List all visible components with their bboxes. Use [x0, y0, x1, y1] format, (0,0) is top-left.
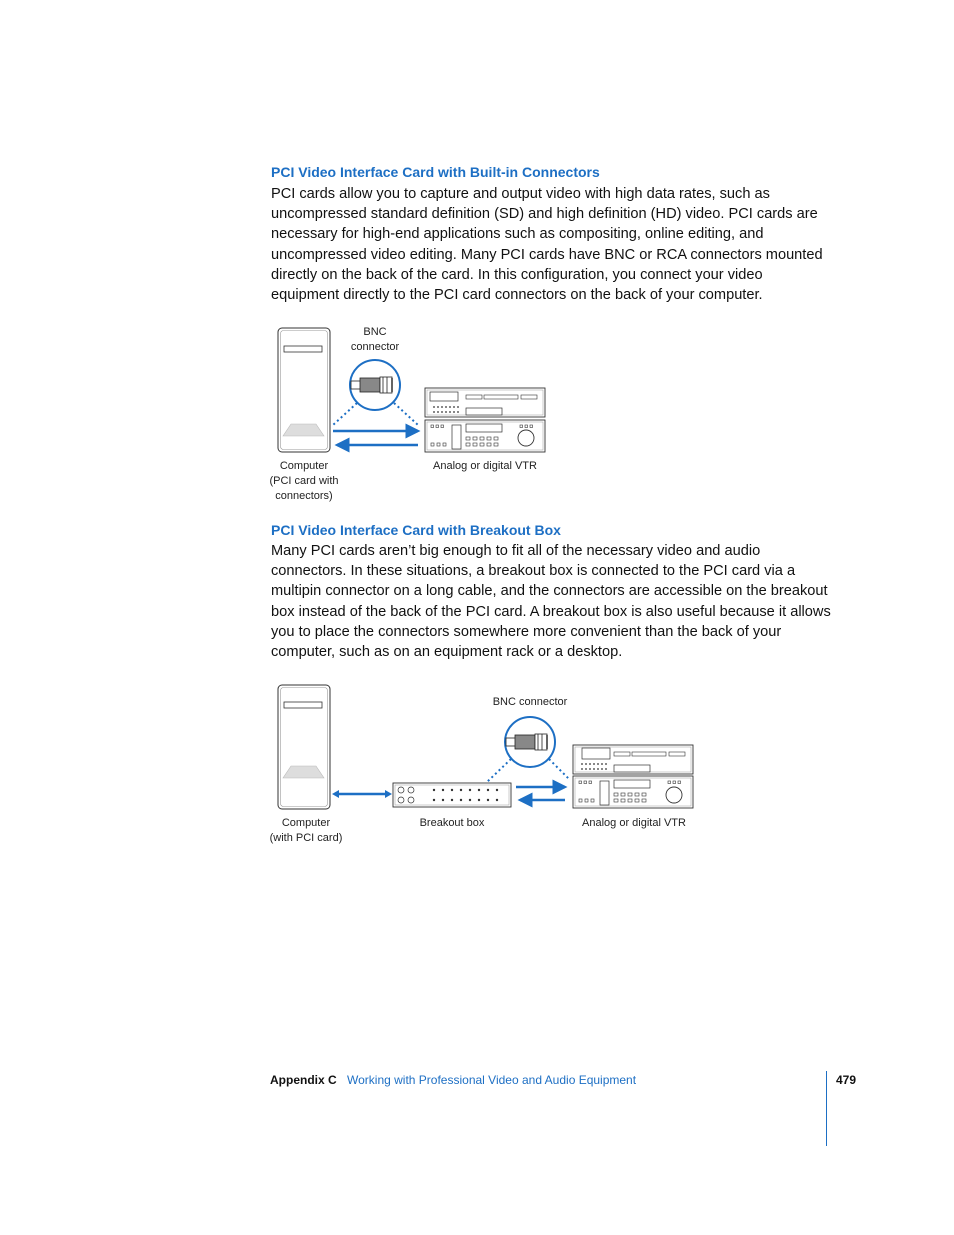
paragraph-line: connectors. In these situations, a breakout box is connected to the PCI card via a — [271, 563, 796, 580]
section-heading-breakout-box: PCI Video Interface Card with Breakout Box — [271, 522, 561, 538]
breakout-box-illustration — [393, 783, 511, 807]
vtr-deck-illustration — [425, 388, 545, 452]
paragraph-line: uncompressed standard definition (SD) and high definition (HD) video. PCI cards are — [271, 206, 818, 223]
paragraph-line: box instead of the back of the PCI card. A breakout box is also useful because it allows — [271, 603, 831, 620]
paragraph-line: equipment directly to the PCI card connectors on the back of your computer. — [271, 287, 763, 304]
bnc-connector-caption: BNC connector — [350, 326, 400, 353]
arrowhead-right — [385, 790, 392, 798]
dotted-callout-line — [549, 759, 570, 780]
section-heading-builtin-connectors: PCI Video Interface Card with Built-in Connectors — [271, 164, 600, 180]
computer-caption: Computer (PCI card with connectors) — [269, 460, 339, 502]
paragraph-line: Many PCI cards aren’t big enough to fit all of the necessary video and audio — [271, 543, 761, 559]
footer-appendix: Appendix C — [270, 1073, 337, 1087]
vtr-caption: Analog or digital VTR — [433, 460, 537, 472]
bnc-connector-icon — [350, 360, 400, 410]
vtr-caption-2: Analog or digital VTR — [582, 817, 686, 829]
paragraph-line: necessary for high-end applications such as compositing, online editing, and — [271, 226, 764, 243]
paragraph-line: uncompressed video editing. Many PCI cards have BNC or RCA connectors mounted — [271, 246, 823, 263]
vtr-deck-illustration-2 — [573, 745, 693, 808]
computer-caption-2: Computer (with PCI card) — [269, 817, 343, 844]
paragraph-line: computer, such as on an equipment rack or a desktop. — [271, 644, 623, 661]
arrowhead-left — [332, 790, 339, 798]
dotted-callout-line — [487, 759, 511, 782]
dotted-callout-line — [333, 403, 357, 425]
page-number: 479 — [836, 1073, 857, 1087]
paragraph-line: multipin connector on a long cable, and the connectors are accessible on the breakout — [271, 583, 828, 600]
computer-tower-illustration-2 — [278, 685, 330, 809]
paragraph-line: directly on the back of the card. In this configuration, you connect your video — [271, 266, 763, 283]
dotted-callout-line — [394, 403, 418, 425]
bnc-connector-caption-2: BNC connector — [492, 696, 568, 708]
paragraph-breakout-box — [271, 541, 831, 662]
bnc-connector-icon-2 — [505, 717, 555, 767]
breakout-box-caption: Breakout box — [419, 817, 485, 829]
computer-tower-illustration — [278, 328, 330, 452]
footer-chapter-title: Working with Professional Video and Audio Equipment — [347, 1073, 637, 1087]
footer-divider — [826, 1071, 827, 1146]
paragraph-line: PCI cards allow you to capture and output video with high data rates, such as — [271, 186, 770, 202]
paragraph-line: you to place the connectors somewhere more convenient than the back of your — [271, 623, 782, 640]
